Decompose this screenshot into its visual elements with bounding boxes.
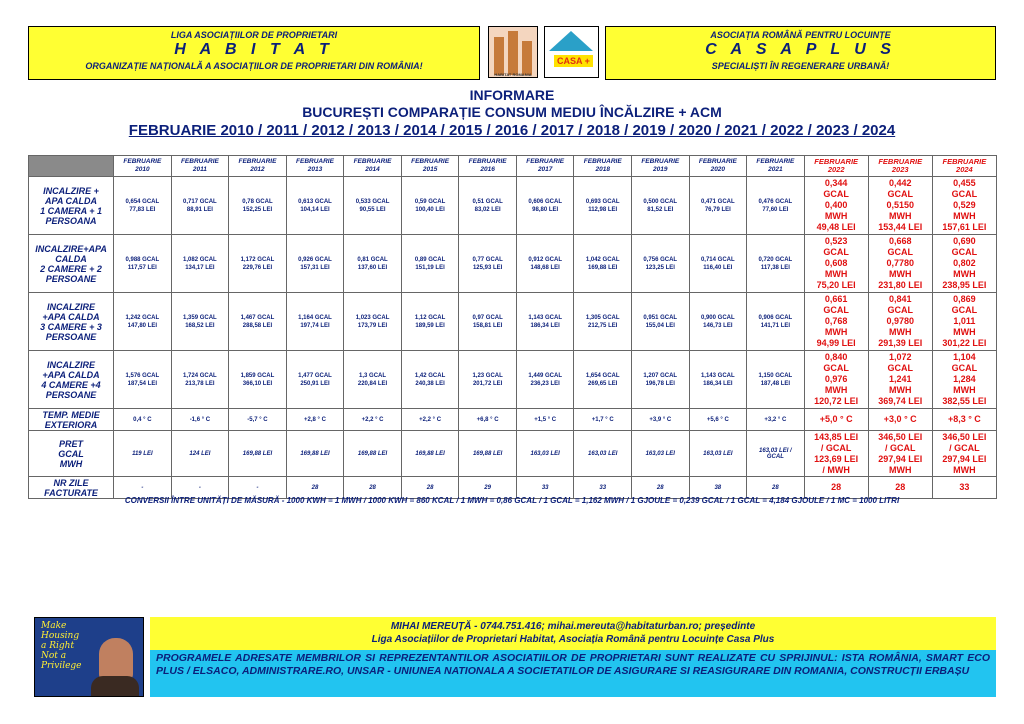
table-cell: 0,606 GCAL 98,80 LEI	[516, 177, 574, 235]
habitat-logo	[488, 26, 538, 78]
table-cell: +6,8 ° C	[459, 409, 517, 431]
table-cell: 28	[632, 477, 690, 499]
temperature-row	[29, 409, 997, 431]
header-right-title: C A S A P L U S	[705, 41, 896, 58]
table-cell: 1,082 GCAL 134,17 LEI	[171, 235, 229, 293]
year-header: FEBRUARIE 2019	[632, 156, 690, 177]
table-cell: 163,03 LEI / GCAL	[747, 431, 805, 477]
year-header: FEBRUARIE 2022	[804, 156, 868, 177]
table-cell: 0,471 GCAL 76,79 LEI	[689, 177, 747, 235]
table-cell-highlight: 0,840 GCAL 0,976 MWH 120,72 LEI	[804, 351, 868, 409]
table-cell: 1,242 GCAL 147,80 LEI	[114, 293, 172, 351]
table-cell: 0,720 GCAL 117,38 LEI	[747, 235, 805, 293]
table-cell-highlight: 0,442 GCAL 0,5150 MWH 153,44 LEI	[868, 177, 932, 235]
table-cell: 1,724 GCAL 213,78 LEI	[171, 351, 229, 409]
table-cell: 1,359 GCAL 168,52 LEI	[171, 293, 229, 351]
table-cell: 124 LEI	[171, 431, 229, 477]
campaign-slogan: Make Housing a Right Not a Privilege	[41, 621, 82, 671]
table-cell-highlight: 1,072 GCAL 1,241 MWH 369,74 LEI	[868, 351, 932, 409]
table-cell: +2,2 ° C	[401, 409, 459, 431]
row-label: TEMP. MEDIE EXTERIORA	[29, 409, 114, 431]
year-header: FEBRUARIE 2011	[171, 156, 229, 177]
table-cell: -	[114, 477, 172, 499]
table-cell: 119 LEI	[114, 431, 172, 477]
table-cell: -	[229, 477, 287, 499]
table-cell-highlight: 0,690 GCAL 0,802 MWH 238,95 LEI	[932, 235, 996, 293]
header-right-line1: ASOCIAȚIA ROMÂNĂ PENTRU LOCUINȚE	[710, 30, 891, 40]
year-header: FEBRUARIE 2021	[747, 156, 805, 177]
header-left-title: H A B I T A T	[174, 41, 334, 58]
header-left-line3: ORGANIZAȚIE NAȚIONALĂ A ASOCIAȚIILOR DE PROPRIETARI DIN ROMÂNIA!	[85, 61, 423, 71]
year-header: FEBRUARIE 2012	[229, 156, 287, 177]
table-cell: 0,951 GCAL 155,04 LEI	[632, 293, 690, 351]
table-cell: 0,717 GCAL 88,91 LEI	[171, 177, 229, 235]
table-cell: 1,12 GCAL 189,59 LEI	[401, 293, 459, 351]
table-cell: 1,042 GCAL 169,88 LEI	[574, 235, 632, 293]
table-cell: -5,7 ° C	[229, 409, 287, 431]
table-cell: 1,143 GCAL 186,34 LEI	[689, 351, 747, 409]
table-cell-highlight: +8,3 ° C	[932, 409, 996, 431]
table-cell: 163,03 LEI	[516, 431, 574, 477]
table-cell-highlight: 0,455 GCAL 0,529 MWH 157,61 LEI	[932, 177, 996, 235]
table-cell: 1,207 GCAL 196,78 LEI	[632, 351, 690, 409]
header-right-line3: SPECIALIȘTI ÎN REGENERARE URBANĂ!	[711, 61, 890, 71]
table-cell: 1,023 GCAL 173,79 LEI	[344, 293, 402, 351]
table-cell: +5,6 ° C	[689, 409, 747, 431]
table-cell: +1,5 ° C	[516, 409, 574, 431]
footer-sponsors: PROGRAMELE ADRESATE MEMBRILOR SI REPREZENTANTILOR ASOCIATIILOR DE PROPRIETARI SUNT REALIZATE CU SPRIJINUL: ISTA ROMÂNIA, SMART ECO PLUS / ELSACO, ADMINISTRARE.RO, UNSAR - UNIUNEA NATIONALA A SOCIETATILOR DE ASIGURARE SI REASIGURARE DIN ROMANIA, CONSTRUCȚII ERBAȘU	[150, 650, 996, 697]
title-comparison: BUCUREȘTI COMPARAȚIE CONSUM MEDIU ÎNCĂLZIRE + ACM	[302, 104, 722, 120]
table-cell: 0,533 GCAL 90,55 LEI	[344, 177, 402, 235]
consumption-row	[29, 235, 997, 293]
campaign-photo	[34, 617, 144, 697]
table-cell: 1,449 GCAL 236,23 LEI	[516, 351, 574, 409]
year-header: FEBRUARIE 2023	[868, 156, 932, 177]
consumption-row	[29, 177, 997, 235]
table-cell: 0,654 GCAL 77,83 LEI	[114, 177, 172, 235]
table-cell: 0,78 GCAL 152,25 LEI	[229, 177, 287, 235]
table-cell: 169,88 LEI	[459, 431, 517, 477]
table-cell: 0,97 GCAL 158,81 LEI	[459, 293, 517, 351]
roof-icon	[549, 31, 593, 51]
table-cell: 0,900 GCAL 146,73 LEI	[689, 293, 747, 351]
year-header: FEBRUARIE 2014	[344, 156, 402, 177]
year-header: FEBRUARIE 2016	[459, 156, 517, 177]
table-cell: 28	[747, 477, 805, 499]
table-cell: -1,6 ° C	[171, 409, 229, 431]
table-cell: 1,23 GCAL 201,72 LEI	[459, 351, 517, 409]
table-cell: 28	[286, 477, 344, 499]
header-habitat	[28, 26, 480, 80]
table-cell: +2,2 ° C	[344, 409, 402, 431]
table-cell: 33	[516, 477, 574, 499]
row-label: INCALZIRE +APA CALDA 3 CAMERE + 3 PERSOANE	[29, 293, 114, 351]
table-cell: 28	[344, 477, 402, 499]
table-cell: 0,500 GCAL 81,52 LEI	[632, 177, 690, 235]
consumption-row	[29, 351, 997, 409]
table-cell: 0,4 ° C	[114, 409, 172, 431]
table-cell: 1,859 GCAL 366,10 LEI	[229, 351, 287, 409]
row-label: INCALZIRE+APA CALDA 2 CAMERE + 2 PERSOANE	[29, 235, 114, 293]
table-cell: 0,926 GCAL 157,31 LEI	[286, 235, 344, 293]
table-cell-highlight: 1,104 GCAL 1,284 MWH 382,55 LEI	[932, 351, 996, 409]
table-cell: 0,59 GCAL 100,40 LEI	[401, 177, 459, 235]
row-label: PRET GCAL MWH	[29, 431, 114, 477]
table-cell: 1,305 GCAL 212,75 LEI	[574, 293, 632, 351]
year-header: FEBRUARIE 2013	[286, 156, 344, 177]
table-header-row	[29, 156, 997, 177]
table-cell-highlight: 143,85 LEI / GCAL 123,69 LEI / MWH	[804, 431, 868, 477]
table-cell: 0,714 GCAL 116,40 LEI	[689, 235, 747, 293]
footer-organizations: Liga Asociațiilor de Proprietari Habitat, Asociația Română pentru Locuințe Casa Plus	[371, 634, 775, 645]
table-cell: +2,8 ° C	[286, 409, 344, 431]
table-cell: 33	[574, 477, 632, 499]
table-cell: 0,89 GCAL 151,19 LEI	[401, 235, 459, 293]
table-cell: 0,476 GCAL 77,60 LEI	[747, 177, 805, 235]
table-corner	[29, 156, 114, 177]
table-cell: +3,2 ° C	[747, 409, 805, 431]
table-cell: 0,77 GCAL 125,93 LEI	[459, 235, 517, 293]
table-cell: +1,7 ° C	[574, 409, 632, 431]
table-cell: 1,172 GCAL 229,76 LEI	[229, 235, 287, 293]
casa-plus-logo-text: CASA +	[554, 55, 593, 67]
casa-plus-logo	[544, 26, 599, 78]
table-cell: 169,88 LEI	[229, 431, 287, 477]
table-cell: -	[171, 477, 229, 499]
row-label: NR ZILE FACTURATE	[29, 477, 114, 499]
habitat-logo-text: HABITAT ROMANIA	[494, 72, 532, 77]
table-cell: 1,654 GCAL 269,65 LEI	[574, 351, 632, 409]
table-cell-highlight: 346,50 LEI / GCAL 297,94 LEI MWH	[868, 431, 932, 477]
table-cell: 1,467 GCAL 288,58 LEI	[229, 293, 287, 351]
table-cell: 29	[459, 477, 517, 499]
year-header: FEBRUARIE 2020	[689, 156, 747, 177]
year-header: FEBRUARIE 2010	[114, 156, 172, 177]
table-cell: 0,906 GCAL 141,71 LEI	[747, 293, 805, 351]
header-casa-plus	[605, 26, 996, 80]
row-label: INCALZIRE +APA CALDA 4 CAMERE +4 PERSOANE	[29, 351, 114, 409]
table-cell-highlight: +5,0 ° C	[804, 409, 868, 431]
table-cell: 163,03 LEI	[632, 431, 690, 477]
year-header: FEBRUARIE 2024	[932, 156, 996, 177]
table-cell-highlight: 0,668 GCAL 0,7780 MWH 231,80 LEI	[868, 235, 932, 293]
title-informare: INFORMARE	[469, 87, 555, 103]
table-cell: 0,51 GCAL 83,02 LEI	[459, 177, 517, 235]
table-cell: 0,613 GCAL 104,14 LEI	[286, 177, 344, 235]
table-cell-highlight: +3,0 ° C	[868, 409, 932, 431]
table-cell-highlight: 346,50 LEI / GCAL 297,94 LEI MWH	[932, 431, 996, 477]
table-cell-highlight: 0,869 GCAL 1,011 MWH 301,22 LEI	[932, 293, 996, 351]
table-cell-highlight: 0,841 GCAL 0,9780 MWH 291,39 LEI	[868, 293, 932, 351]
footer-contact: MIHAI MEREUȚĂ - 0744.751.416; mihai.mereuta@habitaturban.ro; președinte	[390, 621, 756, 632]
table-cell: 0,693 GCAL 112,98 LEI	[574, 177, 632, 235]
table-cell-highlight: 28	[868, 477, 932, 499]
table-cell: 163,03 LEI	[689, 431, 747, 477]
table-cell: 169,88 LEI	[344, 431, 402, 477]
table-cell: 1,3 GCAL 220,84 LEI	[344, 351, 402, 409]
table-cell: 0,988 GCAL 117,57 LEI	[114, 235, 172, 293]
consumption-row	[29, 293, 997, 351]
table-cell: 1,477 GCAL 250,91 LEI	[286, 351, 344, 409]
table-cell: 169,88 LEI	[401, 431, 459, 477]
year-header: FEBRUARIE 2017	[516, 156, 574, 177]
table-cell: +3,9 ° C	[632, 409, 690, 431]
table-cell-highlight: 0,523 GCAL 0,608 MWH 75,20 LEI	[804, 235, 868, 293]
table-cell: 28	[401, 477, 459, 499]
unit-conversions: CONVERSII ÎNTRE UNITĂȚI DE MĂSURĂ - 1000 KWH = 1 MWH / 1000 KWH = 860 KCAL / 1 MWH = 0,86 GCAL / 1 GCAL = 1,162 MWH / 1 GJOULE = 0,239 GCAL / 1 GCAL = 4,184 GJOULE / 1 MC = 1000 LITRI	[124, 496, 900, 505]
header-left-line1: LIGA ASOCIAȚIILOR DE PROPRIETARI	[170, 30, 338, 40]
table-cell: 1,42 GCAL 240,38 LEI	[401, 351, 459, 409]
row-label: INCALZIRE + APA CALDA 1 CAMERA + 1 PERSOANA	[29, 177, 114, 235]
price-row	[29, 431, 997, 477]
table-cell: 1,576 GCAL 187,54 LEI	[114, 351, 172, 409]
table-cell: 1,150 GCAL 187,48 LEI	[747, 351, 805, 409]
table-cell-highlight: 33	[932, 477, 996, 499]
table-cell: 0,912 GCAL 148,68 LEI	[516, 235, 574, 293]
table-cell: 38	[689, 477, 747, 499]
table-cell: 169,88 LEI	[286, 431, 344, 477]
table-cell: 0,81 GCAL 137,60 LEI	[344, 235, 402, 293]
title-years: FEBRUARIE 2010 / 2011 / 2012 / 2013 / 2014 / 2015 / 2016 / 2017 / 2018 / 2019 / 2020 / 2021 / 2022 / 2023 / 2024	[128, 122, 896, 139]
table-cell-highlight: 0,661 GCAL 0,768 MWH 94,99 LEI	[804, 293, 868, 351]
table-cell: 0,756 GCAL 123,25 LEI	[632, 235, 690, 293]
table-cell: 1,164 GCAL 197,74 LEI	[286, 293, 344, 351]
year-header: FEBRUARIE 2015	[401, 156, 459, 177]
year-header: FEBRUARIE 2018	[574, 156, 632, 177]
consumption-table	[28, 155, 997, 499]
table-cell-highlight: 28	[804, 477, 868, 499]
footer-contact-box	[150, 617, 996, 650]
table-cell: 1,143 GCAL 186,34 LEI	[516, 293, 574, 351]
table-cell: 163,03 LEI	[574, 431, 632, 477]
table-cell-highlight: 0,344 GCAL 0,400 MWH 49,48 LEI	[804, 177, 868, 235]
